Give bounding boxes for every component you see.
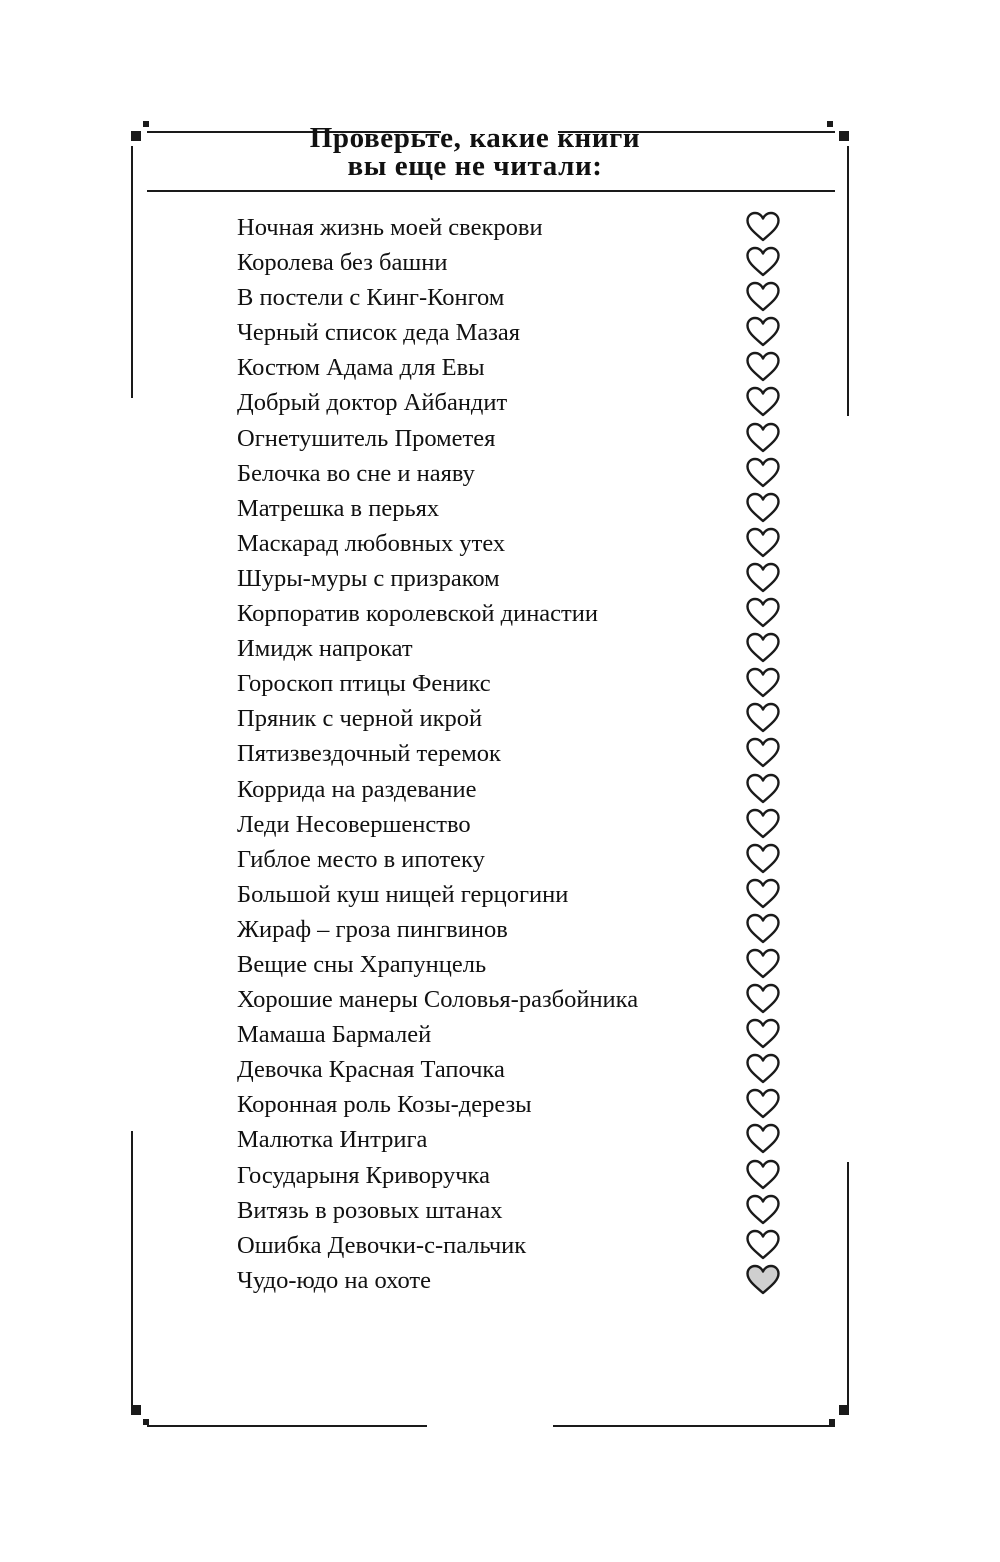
corner-ornament — [839, 1405, 849, 1415]
heart-icon[interactable] — [745, 1018, 781, 1050]
heart-icon[interactable] — [745, 1123, 781, 1155]
book-title: Гороскоп птицы Феникс — [237, 670, 491, 698]
book-list-item — [0, 1158, 1000, 1193]
heart-icon[interactable] — [745, 527, 781, 559]
corner-ornament — [131, 131, 141, 141]
book-list-item — [0, 807, 1000, 842]
heart-icon[interactable] — [745, 492, 781, 524]
book-title: Корпоратив королевской династии — [237, 600, 598, 628]
heart-icon[interactable] — [745, 246, 781, 278]
book-title: Большой куш нищей герцогини — [237, 880, 569, 908]
book-list-item — [0, 666, 1000, 701]
book-list-item — [0, 1228, 1000, 1263]
book-list-item — [0, 596, 1000, 631]
book-list-item — [0, 772, 1000, 807]
book-title: Черный список деда Мазая — [237, 319, 521, 347]
heart-icon[interactable] — [745, 737, 781, 769]
heart-icon[interactable] — [745, 457, 781, 489]
book-list-item — [0, 912, 1000, 947]
book-list-item — [0, 280, 1000, 315]
book-title: Огнетушитель Прометея — [237, 424, 496, 452]
heart-icon[interactable] — [745, 562, 781, 594]
book-title: Леди Несовершенство — [237, 810, 471, 838]
book-title: Имидж напрокат — [237, 635, 413, 663]
heart-icon[interactable] — [745, 1053, 781, 1085]
book-title: Государыня Криворучка — [237, 1161, 490, 1189]
corner-ornament — [143, 121, 149, 127]
heart-icon[interactable] — [745, 632, 781, 664]
heart-icon[interactable] — [745, 316, 781, 348]
book-list-item — [0, 491, 1000, 526]
book-title: Хорошие манеры Соловья-разбойника — [237, 986, 639, 1014]
title-line-2: вы еще не читали: — [347, 150, 603, 182]
heart-icon[interactable] — [745, 702, 781, 734]
book-list-item — [0, 315, 1000, 350]
book-title: Маскарад любовных утех — [237, 529, 506, 557]
book-list-item — [0, 456, 1000, 491]
book-title: Витязь в розовых штанах — [237, 1196, 503, 1224]
heart-icon[interactable] — [745, 597, 781, 629]
heart-icon[interactable] — [745, 1229, 781, 1261]
book-title: Гиблое место в ипотеку — [237, 845, 485, 873]
book-list-item — [0, 385, 1000, 420]
book-title: Ночная жизнь моей свекрови — [237, 214, 543, 241]
title-line-1: Проверьте, какие книги — [309, 122, 641, 154]
book-list-item — [0, 701, 1000, 736]
book-list-item — [0, 421, 1000, 456]
book-title: Ошибка Девочки-с-пальчик — [237, 1231, 527, 1259]
book-title: Коррида на раздевание — [237, 775, 477, 803]
heart-icon[interactable] — [745, 1159, 781, 1191]
corner-ornament — [143, 1419, 149, 1425]
heart-icon[interactable] — [745, 386, 781, 418]
book-list-item — [0, 245, 1000, 280]
book-list-item — [0, 842, 1000, 877]
book-list-item — [0, 1017, 1000, 1052]
heart-icon[interactable] — [745, 948, 781, 980]
heart-icon[interactable] — [745, 808, 781, 840]
book-title: Белочка во сне и наяву — [237, 459, 475, 487]
heart-icon[interactable] — [745, 351, 781, 383]
heart-filled-icon[interactable] — [745, 1264, 781, 1296]
title-divider — [147, 190, 835, 192]
heart-icon[interactable] — [745, 983, 781, 1015]
book-checklist — [0, 210, 1000, 1298]
book-list-item — [0, 210, 1000, 245]
book-list-item — [0, 947, 1000, 982]
frame-bottom-right-line — [553, 1425, 835, 1427]
book-title: Вещие сны Храпунцель — [237, 950, 487, 978]
book-title: Костюм Адама для Евы — [237, 354, 485, 382]
book-title: Пряник с черной икрой — [237, 705, 483, 733]
book-list-item — [0, 1263, 1000, 1298]
heart-icon[interactable] — [745, 843, 781, 875]
book-title: Жираф – гроза пингвинов — [237, 915, 508, 943]
book-list-item — [0, 631, 1000, 666]
book-title: Чудо-юдо на охоте — [237, 1266, 431, 1294]
book-title: В постели с Кинг-Конгом — [237, 284, 505, 312]
book-list-item — [0, 736, 1000, 771]
book-list-item — [0, 877, 1000, 912]
book-list-item — [0, 1193, 1000, 1228]
book-title: Малютка Интрига — [237, 1126, 428, 1154]
frame-bottom-left-line — [147, 1425, 427, 1427]
book-title: Матрешка в перьях — [237, 494, 440, 522]
page-title — [150, 124, 800, 180]
heart-icon[interactable] — [745, 1194, 781, 1226]
heart-icon[interactable] — [745, 281, 781, 313]
book-title: Королева без башни — [237, 249, 448, 277]
book-list-item — [0, 350, 1000, 385]
heart-icon[interactable] — [745, 1088, 781, 1120]
heart-icon[interactable] — [745, 773, 781, 805]
book-list-item — [0, 1087, 1000, 1122]
heart-icon[interactable] — [745, 211, 781, 243]
heart-icon[interactable] — [745, 667, 781, 699]
book-list-item — [0, 1052, 1000, 1087]
heart-icon[interactable] — [745, 913, 781, 945]
corner-ornament — [839, 131, 849, 141]
book-title: Шуры-муры с призраком — [237, 564, 500, 592]
book-list-item — [0, 526, 1000, 561]
book-list-item — [0, 982, 1000, 1017]
book-title: Добрый доктор Айбандит — [237, 389, 508, 417]
corner-ornament — [827, 121, 833, 127]
book-list-item — [0, 561, 1000, 596]
corner-ornament — [829, 1419, 835, 1425]
corner-ornament — [131, 1405, 141, 1415]
book-title: Коронная роль Козы-дерезы — [237, 1091, 532, 1119]
book-list-item — [0, 1122, 1000, 1157]
heart-icon[interactable] — [745, 878, 781, 910]
book-title: Пятизвездочный теремок — [237, 740, 501, 768]
heart-icon[interactable] — [745, 422, 781, 454]
book-title: Мамаша Бармалей — [237, 1021, 432, 1049]
book-title: Девочка Красная Тапочка — [237, 1056, 505, 1084]
